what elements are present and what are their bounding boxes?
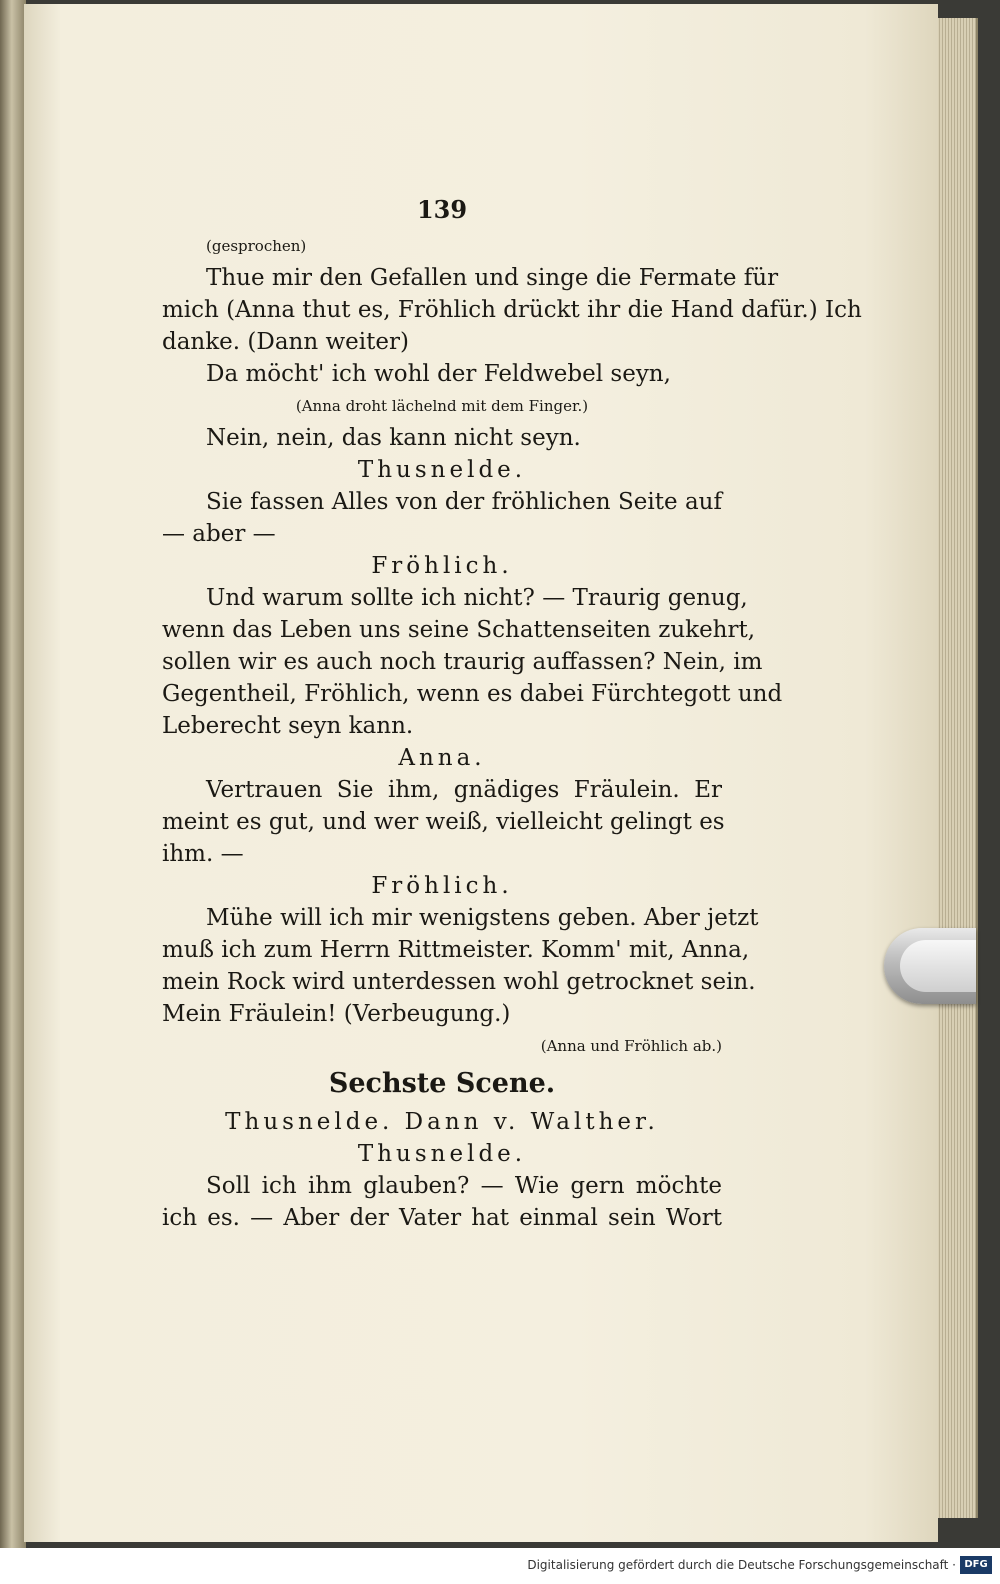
text-line: Thusnelde. xyxy=(357,457,527,483)
final-text-lines xyxy=(162,1170,722,1234)
scene-title: Sechste Scene. xyxy=(328,1068,556,1099)
text-lines xyxy=(162,230,862,1062)
text-line: Und warum sollte ich nicht? — Traurig genug, xyxy=(206,585,748,611)
text-line: mein Rock wird unterdessen wohl getrocknet sein. xyxy=(162,969,756,995)
dfg-logo: DFG xyxy=(960,1556,992,1574)
footer-credit: Digitalisierung gefördert durch die Deutsche Forschungsgemeinschaft · xyxy=(527,1558,956,1572)
text-line: ihm. — xyxy=(162,841,244,867)
text-line: Anna. xyxy=(398,745,486,771)
text-line: Fröhlich. xyxy=(371,873,513,899)
text-line: Fröhlich. xyxy=(371,553,513,579)
text-line: Leberecht seyn kann. xyxy=(162,713,414,739)
text-line: mich (Anna thut es, Fröhlich drückt ihr die Hand dafür.) Ich xyxy=(162,297,862,323)
page-clip-highlight xyxy=(900,940,976,992)
text-line: Soll ich ihm glauben? — Wie gern möchte xyxy=(206,1173,722,1199)
text-line: (Anna und Fröhlich ab.) xyxy=(540,1037,722,1055)
text-line: Mühe will ich mir wenigstens geben. Aber jetzt xyxy=(206,905,759,931)
text-line: muß ich zum Herrn Rittmeister. Komm' mit, Anna, xyxy=(162,937,750,963)
speaker-name: Thusnelde. xyxy=(357,1141,527,1167)
text-line: Nein, nein, das kann nicht seyn. xyxy=(206,425,581,451)
text-line: danke. (Dann weiter) xyxy=(162,329,409,355)
page-number: 139 xyxy=(416,195,468,224)
text-line: meint es gut, und wer weiß, vielleicht gelingt es xyxy=(162,809,725,835)
page-text xyxy=(162,190,862,1234)
text-line: (Anna droht lächelnd mit dem Finger.) xyxy=(295,397,589,415)
text-line: Mein Fräulein! (Verbeugung.) xyxy=(162,1001,511,1027)
text-line: Sie fassen Alles von der fröhlichen Seite auf xyxy=(206,489,722,515)
page-stack-edge xyxy=(934,18,978,1518)
text-line: sollen wir es auch noch traurig auffassen? Nein, im xyxy=(162,649,763,675)
facing-page-edge xyxy=(0,0,26,1548)
scene-cast: Thusnelde. Dann v. Walther. xyxy=(225,1109,659,1135)
text-line: Vertrauen Sie ihm, gnädiges Fräulein. Er xyxy=(206,777,722,803)
text-line: ich es. — Aber der Vater hat einmal sein Wort xyxy=(162,1205,722,1231)
text-line: Gegentheil, Fröhlich, wenn es dabei Fürchtegott und xyxy=(162,681,783,707)
text-line: — aber — xyxy=(162,521,276,547)
footer-bar xyxy=(0,1548,1000,1584)
text-line: Da möcht' ich wohl der Feldwebel seyn, xyxy=(206,361,671,387)
text-line: (gesprochen) xyxy=(206,237,307,255)
text-line: wenn das Leben uns seine Schattenseiten zukehrt, xyxy=(162,617,756,643)
text-line: Thue mir den Gefallen und singe die Fermate für xyxy=(206,265,779,291)
